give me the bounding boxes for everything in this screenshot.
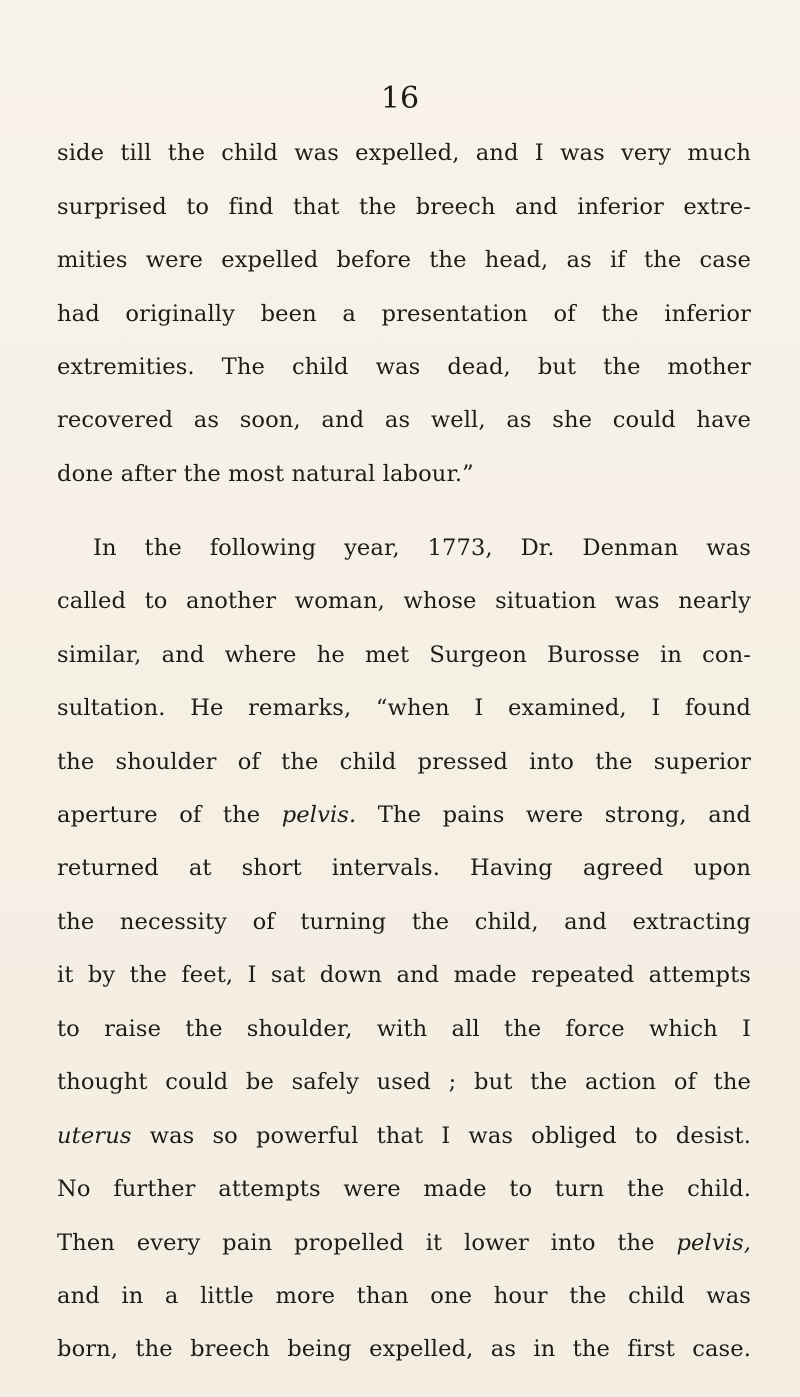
text-line-17 bbox=[57, 1018, 751, 1041]
line-1-segment-1: side till the child was expelled, and I was very much bbox=[57, 140, 751, 166]
line-23-segment-1: born, the breech being expelled, as in the first case. bbox=[57, 1336, 751, 1362]
line-22-segment-1: and in a little more than one hour the child was bbox=[57, 1283, 751, 1309]
line-13-segment-1: aperture of the bbox=[57, 802, 282, 828]
line-3-segment-1: mities were expelled before the head, as if the case bbox=[57, 247, 751, 273]
line-16-segment-1: it by the feet, I sat down and made repeated attempts bbox=[57, 962, 751, 988]
line-17-segment-1: to raise the shoulder, with all the force which I bbox=[57, 1016, 751, 1042]
line-7-segment-1: done after the most natural labour.” bbox=[57, 461, 474, 487]
line-21-italic-term: pelvis, bbox=[676, 1230, 751, 1256]
text-line-18 bbox=[57, 1071, 751, 1094]
text-line-12 bbox=[57, 751, 751, 774]
text-line-21 bbox=[57, 1232, 751, 1255]
line-19-segment-2: was so powerful that I was obliged to desist. bbox=[131, 1123, 751, 1149]
text-line-8 bbox=[93, 537, 751, 560]
line-21-segment-1: Then every pain propelled it lower into the bbox=[57, 1230, 677, 1256]
line-12-segment-1: the shoulder of the child pressed into the superior bbox=[57, 749, 751, 775]
text-line-2 bbox=[57, 196, 751, 219]
page-number: 16 bbox=[380, 81, 420, 116]
line-9-segment-1: called to another woman, whose situation was nearly bbox=[57, 588, 751, 614]
line-20-segment-1: No further attempts were made to turn the child. bbox=[57, 1176, 751, 1202]
line-14-segment-1: returned at short intervals. Having agreed upon bbox=[57, 855, 751, 881]
line-13-italic-term: pelvis. bbox=[281, 802, 357, 828]
text-line-11 bbox=[57, 697, 751, 720]
text-line-14 bbox=[57, 857, 751, 880]
line-6-segment-1: recovered as soon, and as well, as she could have bbox=[57, 407, 751, 433]
text-line-7 bbox=[57, 463, 751, 486]
text-line-16 bbox=[57, 964, 751, 987]
line-4-segment-1: had originally been a presentation of the inferior bbox=[57, 301, 751, 327]
text-line-20 bbox=[57, 1178, 751, 1201]
text-line-22 bbox=[57, 1285, 751, 1308]
line-15-segment-1: the necessity of turning the child, and extracting bbox=[57, 909, 751, 935]
text-line-3 bbox=[57, 249, 751, 272]
line-13-segment-3: The pains were strong, and bbox=[356, 802, 751, 828]
text-line-10 bbox=[57, 644, 751, 667]
line-19-italic-term: uterus bbox=[57, 1123, 132, 1149]
text-line-5 bbox=[57, 356, 751, 379]
text-line-9 bbox=[57, 590, 751, 613]
line-10-segment-1: similar, and where he met Surgeon Burosse in con- bbox=[57, 642, 751, 668]
line-8-segment-1: In the following year, 1773, Dr. Denman was bbox=[93, 535, 751, 561]
text-line-23 bbox=[57, 1338, 751, 1361]
text-line-13 bbox=[57, 804, 751, 827]
line-18-segment-1: thought could be safely used ; but the action of the bbox=[57, 1069, 751, 1095]
text-line-6 bbox=[57, 409, 751, 432]
text-line-1 bbox=[57, 142, 751, 165]
line-5-segment-1: extremities. The child was dead, but the mother bbox=[57, 354, 751, 380]
line-11-segment-1: sultation. He remarks, “when I examined, I found bbox=[57, 695, 751, 721]
text-line-4 bbox=[57, 303, 751, 326]
text-line-15 bbox=[57, 911, 751, 934]
line-2-segment-1: surprised to find that the breech and inferior extre- bbox=[57, 194, 751, 220]
text-line-19 bbox=[57, 1125, 751, 1148]
